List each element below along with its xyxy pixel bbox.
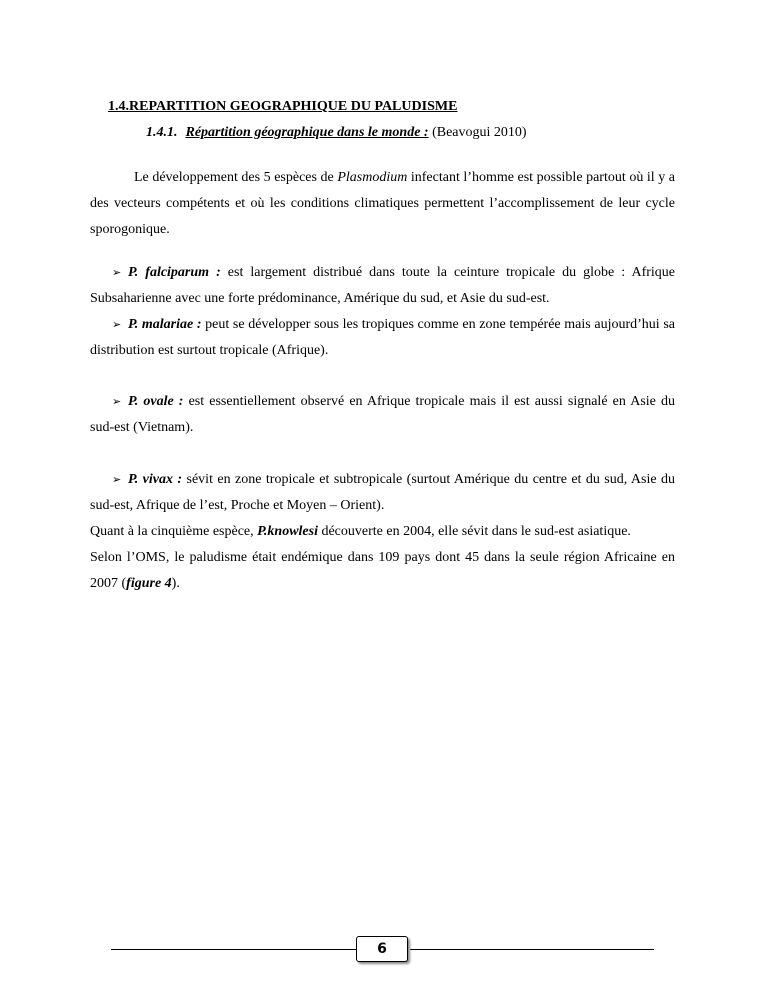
closing-text: ). <box>171 576 180 591</box>
intro-genus-italic: Plasmodium <box>337 170 408 185</box>
arrow-bullet-icon: ➢ <box>112 267 122 279</box>
intro-text-before: Le développement des 5 espèces de <box>134 170 338 185</box>
intro-paragraph <box>90 165 675 243</box>
subsection-citation: (Beavogui 2010) <box>428 125 527 140</box>
subsection-title: Répartition géographique dans le monde : <box>185 125 429 140</box>
bullet-item <box>90 312 675 364</box>
section-heading: 1.4.REPARTITION GEOGRAPHIQUE DU PALUDISME <box>108 99 458 114</box>
subsection-number: 1.4.1. <box>146 125 178 140</box>
page-number: 6 <box>356 936 408 962</box>
closing-text: Quant à la cinquième espèce, <box>90 524 258 539</box>
closing-text: découverte en 2004, elle sévit dans le sud-est asiatique. <box>317 524 631 539</box>
species-description: sévit en zone tropicale et subtropicale (surtout Amérique du centre et du sud, Asie du sud-est, Afrique de l’est, Proche et Moyen – Orient). <box>90 472 675 513</box>
intro-text-after: infectant l’homme est possible partout où il y a des vecteurs compétents et où les conditions climatiques permettent l’accomplissement de leur cycle sporogonique. <box>90 170 676 237</box>
species-name: P. ovale : <box>128 394 184 409</box>
species-name: P. malariae : <box>128 317 202 332</box>
footer-rule-left <box>111 949 356 950</box>
species-name: P. vivax : <box>128 472 183 487</box>
closing-line-knowlesi <box>90 519 675 545</box>
closing-text: Selon l’OMS, le paludisme était endémique dans 109 pays dont 45 dans la seule région Africaine en 2007 ( <box>90 550 675 591</box>
bullet-item <box>90 467 675 519</box>
closing-line-oms <box>90 545 675 597</box>
footer-rule-right <box>410 949 654 950</box>
bullet-item <box>90 260 675 312</box>
figure-reference: figure 4 <box>126 576 172 591</box>
subsection-heading <box>146 125 527 141</box>
arrow-bullet-icon: ➢ <box>112 319 122 331</box>
species-name: P. falciparum : <box>128 265 221 280</box>
arrow-bullet-icon: ➢ <box>112 396 122 408</box>
species-description: est largement distribué dans toute la ceinture tropicale du globe : Afrique Subsaharienne avec une forte prédominance, Amérique du sud, et Asie du sud-est. <box>90 265 675 306</box>
species-name-knowlesi: P.knowlesi <box>257 524 318 539</box>
species-description: est essentiellement observé en Afrique tropicale mais il est aussi signalé en Asie du sud-est (Vietnam). <box>90 394 675 435</box>
bullet-item <box>90 389 675 441</box>
closing-paragraph <box>90 519 675 597</box>
arrow-bullet-icon: ➢ <box>112 474 122 486</box>
species-description: peut se développer sous les tropiques comme en zone tempérée mais aujourd’hui sa distribution est surtout tropicale (Afrique). <box>90 317 675 358</box>
